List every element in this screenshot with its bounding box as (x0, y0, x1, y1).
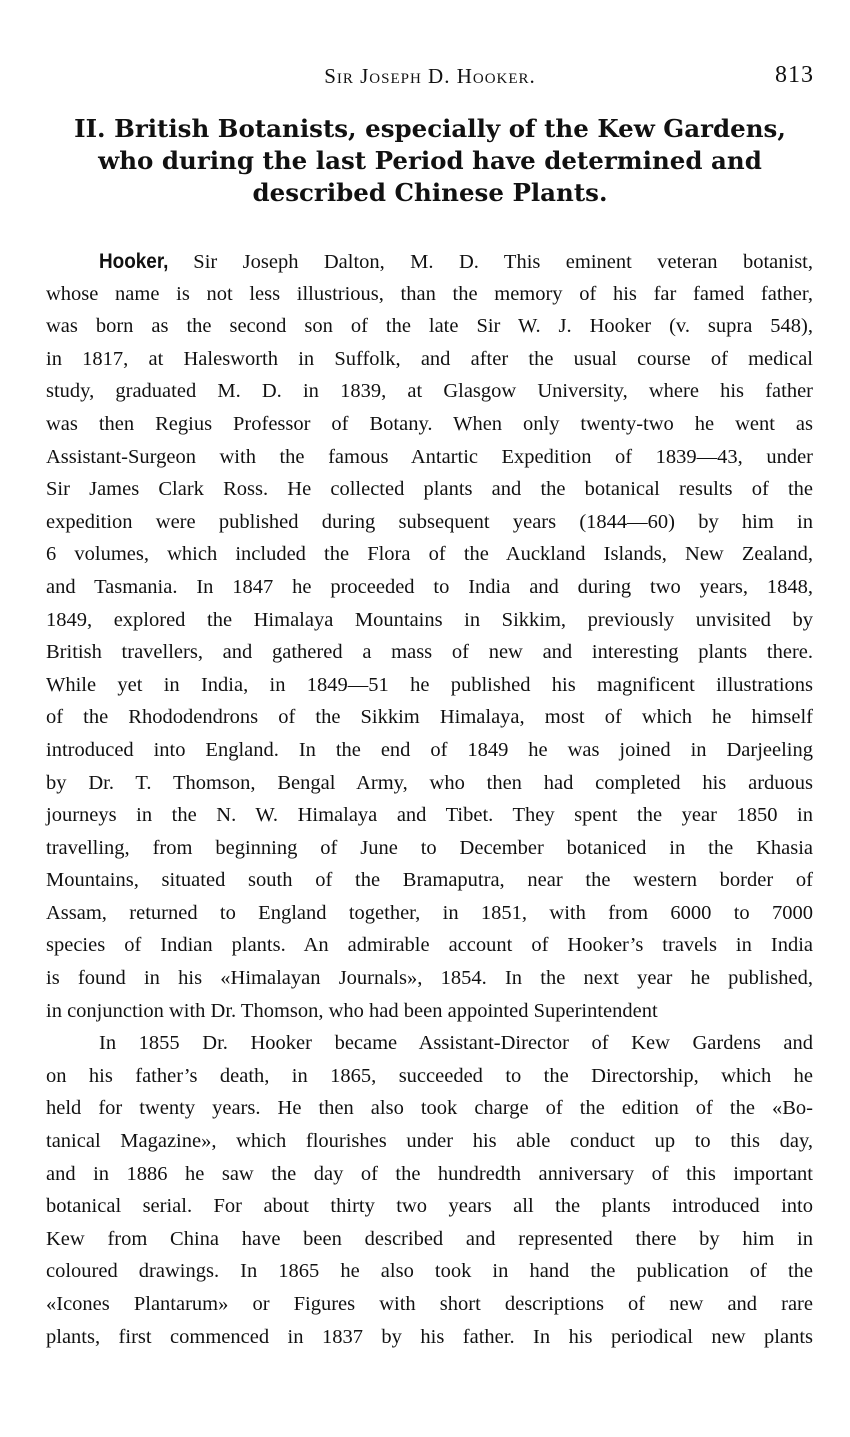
text-line: introduced into England. In the end of 1849 he was joined in Darjeeling (46, 738, 813, 761)
text-line: by Dr. T. Thomson, Bengal Army, who then had completed his arduous (46, 771, 813, 794)
text-line: tanical Magazine», which flourishes under his able conduct up to this day, (46, 1130, 813, 1153)
section-heading (40, 113, 820, 209)
page-number: 813 (775, 62, 814, 88)
text-line: was born as the second son of the late Sir W. J. Hooker (v. supra 548), (46, 315, 813, 338)
text-line: While yet in India, in 1849—51 he published his magnificent illustrations (46, 673, 813, 696)
text-line: held for twenty years. He then also took charge of the edition of the «Bo- (46, 1097, 813, 1120)
text-line: 1849, explored the Himalaya Mountains in Sikkim, previously unvisited by (46, 608, 813, 631)
entry-first-line: Sir Joseph Dalton, M. D. This eminent veteran botanist, (193, 251, 813, 273)
text-line: Kew from China have been described and represented there by him in (46, 1227, 813, 1250)
text-line: in 1817, at Halesworth in Suffolk, and after the usual course of medical (46, 347, 813, 370)
text-line: In 1855 Dr. Hooker became Assistant-Director of Kew Gardens and (99, 1032, 813, 1055)
text-line: species of Indian plants. An admirable account of Hooker’s travels in India (46, 934, 813, 957)
text-line: Assam, returned to England together, in 1851, with from 6000 to 7000 (46, 901, 813, 924)
section-heading-line: who during the last Period have determined and (98, 146, 762, 175)
paragraph-hooker-biography (46, 245, 813, 1027)
section-heading-line: II. British Botanists, especially of the Kew Gardens, (74, 114, 786, 143)
section-heading-line: described Chinese Plants. (252, 178, 608, 207)
text-line: was then Regius Professor of Botany. When only twenty-two he went as (46, 412, 813, 435)
text-line: plants, first commenced in 1837 by his father. In his periodical new plants (46, 1325, 813, 1348)
text-line: expedition were published during subsequent years (1844—60) by him in (46, 510, 813, 533)
text-line: on his father’s death, in 1865, succeeded to the Directorship, which he (46, 1064, 813, 1087)
entry-name: Hooker, (99, 249, 169, 273)
text-line: and Tasmania. In 1847 he proceeded to India and during two years, 1848, (46, 575, 813, 598)
paragraph-kew-directorship (46, 1027, 813, 1353)
text-line: in conjunction with Dr. Thomson, who had been appointed Superintendent (46, 999, 658, 1022)
running-title: Sir Joseph D. Hooker. (324, 64, 536, 88)
text-line: study, graduated M. D. in 1839, at Glasgow University, where his father (46, 380, 813, 403)
text-line: Mountains, situated south of the Bramaputra, near the western border of (46, 869, 813, 892)
text-line: travelling, from beginning of June to December botaniced in the Khasia (46, 836, 813, 859)
text-line: «Icones Plantarum» or Figures with short descriptions of new and rare (46, 1293, 813, 1315)
text-line: Assistant-Surgeon with the famous Antartic Expedition of 1839—43, under (46, 445, 813, 468)
text-line: botanical serial. For about thirty two years all the plants introduced into (46, 1195, 813, 1218)
text-line (46, 245, 813, 278)
running-head (0, 60, 850, 90)
text-line: 6 volumes, which included the Flora of the Auckland Islands, New Zealand, (46, 543, 813, 566)
text-line: coloured drawings. In 1865 he also took in hand the publication of the (46, 1260, 813, 1283)
text-line: and in 1886 he saw the day of the hundredth anniversary of this important (46, 1162, 813, 1185)
text-line: is found in his «Himalayan Journals», 1854. In the next year he published, (46, 967, 813, 990)
text-line: whose name is not less illustrious, than the memory of his far famed father, (46, 282, 813, 305)
text-line: of the Rhododendrons of the Sikkim Himalaya, most of which he himself (46, 706, 813, 729)
text-line: British travellers, and gathered a mass of new and interesting plants there. (46, 641, 813, 664)
body-text (46, 245, 813, 1353)
text-line: journeys in the N. W. Himalaya and Tibet. They spent the year 1850 in (46, 804, 813, 827)
text-line: Sir James Clark Ross. He collected plants and the botanical results of the (46, 478, 813, 501)
